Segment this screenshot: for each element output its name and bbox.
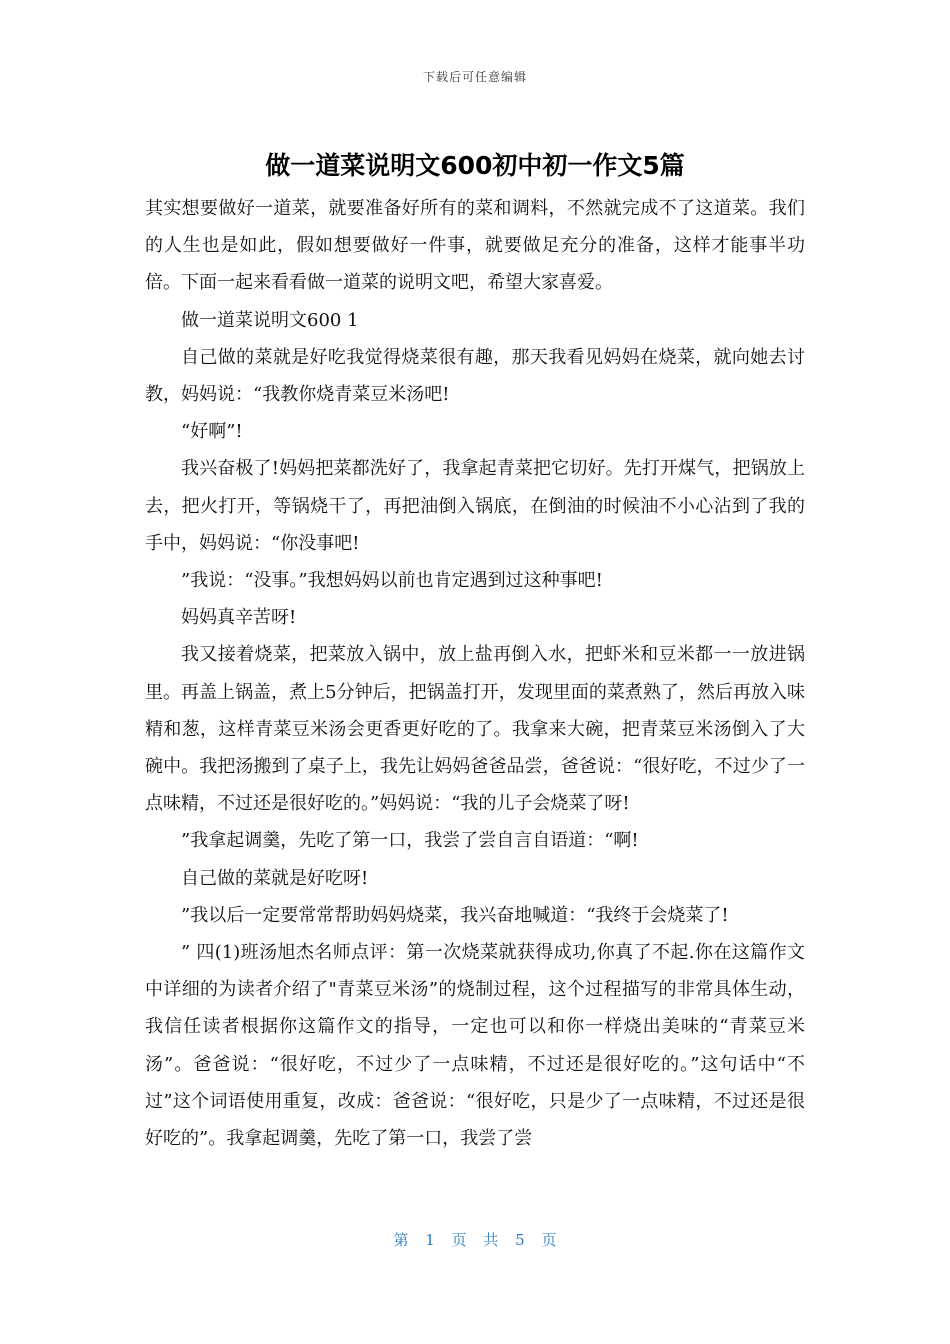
- paragraph: 自己做的菜就是好吃呀!: [181, 867, 369, 889]
- paragraph: ”我说：“没事。”我想妈妈以前也肯定遇到过这种事吧!: [181, 570, 603, 592]
- paragraph: “好啊”!: [181, 421, 243, 443]
- paragraph: 自己做的菜就是好吃我觉得烧菜很有趣，那天我看见妈妈在烧菜，就向她去讨教，妈妈说：“我教你烧青菜豆米汤吧!: [145, 346, 805, 406]
- document-body: [145, 190, 805, 1157]
- page-number-footer: 第 1 页 共 5 页: [393, 1231, 557, 1249]
- paragraph: 其实想要做好一道菜，就要准备好所有的菜和调料，不然就完成不了这道菜。我们的人生也是如此，假如想要做好一件事，就要做足充分的准备，这样才能事半功倍。下面一起来看看做一道菜的说明文吧，希望大家喜爱。: [145, 198, 805, 294]
- section-heading: 做一道菜说明文600 1: [181, 309, 359, 331]
- paragraph: ”我拿起调羹，先吃了第一口，我尝了尝自言自语道：“啊!: [181, 830, 639, 852]
- page-header-note: 下载后可任意编辑: [422, 70, 527, 84]
- paragraph: ” 四(1)班汤旭杰名师点评：第一次烧菜就获得成功,你真了不起.你在这篇作文中详细的为读者介绍了"青菜豆米汤”的烧制过程，这个过程描写的非常具体生动，我信任读者根据你这篇作文的指导，一定也可以和你一样烧出美味的“青菜豆米汤”。爸爸说：“很好吃，不过少了一点味精，不过还是很好吃的。”这句话中“不过”这个词语使用重复，改成：爸爸说：“很好吃，只是少了一点味精，不过还是很好吃的”。我拿起调羹，先吃了第一口，我尝了尝: [145, 942, 805, 1150]
- paragraph: 我又接着烧菜，把菜放入锅中，放上盐再倒入水，把虾米和豆米都一一放进锅里。再盖上锅盖，煮上5分钟后，把锅盖打开，发现里面的菜煮熟了，然后再放入味精和葱，这样青菜豆米汤会更香更好吃的了。我拿来大碗，把青菜豆米汤倒入了大碗中。我把汤搬到了桌子上，我先让妈妈爸爸品尝，爸爸说：“很好吃，不过少了一点味精，不过还是很好吃的。”妈妈说：“我的儿子会烧菜了呀!: [145, 644, 805, 815]
- paragraph: 我兴奋极了!妈妈把菜都洗好了，我拿起青菜把它切好。先打开煤气，把锅放上去，把火打开，等锅烧干了，再把油倒入锅底，在倒油的时候油不小心沾到了我的手中，妈妈说：“你没事吧!: [145, 458, 805, 554]
- paragraph: 妈妈真辛苦呀!: [181, 607, 297, 629]
- document-title: 做一道菜说明文600初中初一作文5篇: [265, 151, 685, 180]
- paragraph: ”我以后一定要常常帮助妈妈烧菜，我兴奋地喊道：“我终于会烧菜了!: [181, 904, 729, 926]
